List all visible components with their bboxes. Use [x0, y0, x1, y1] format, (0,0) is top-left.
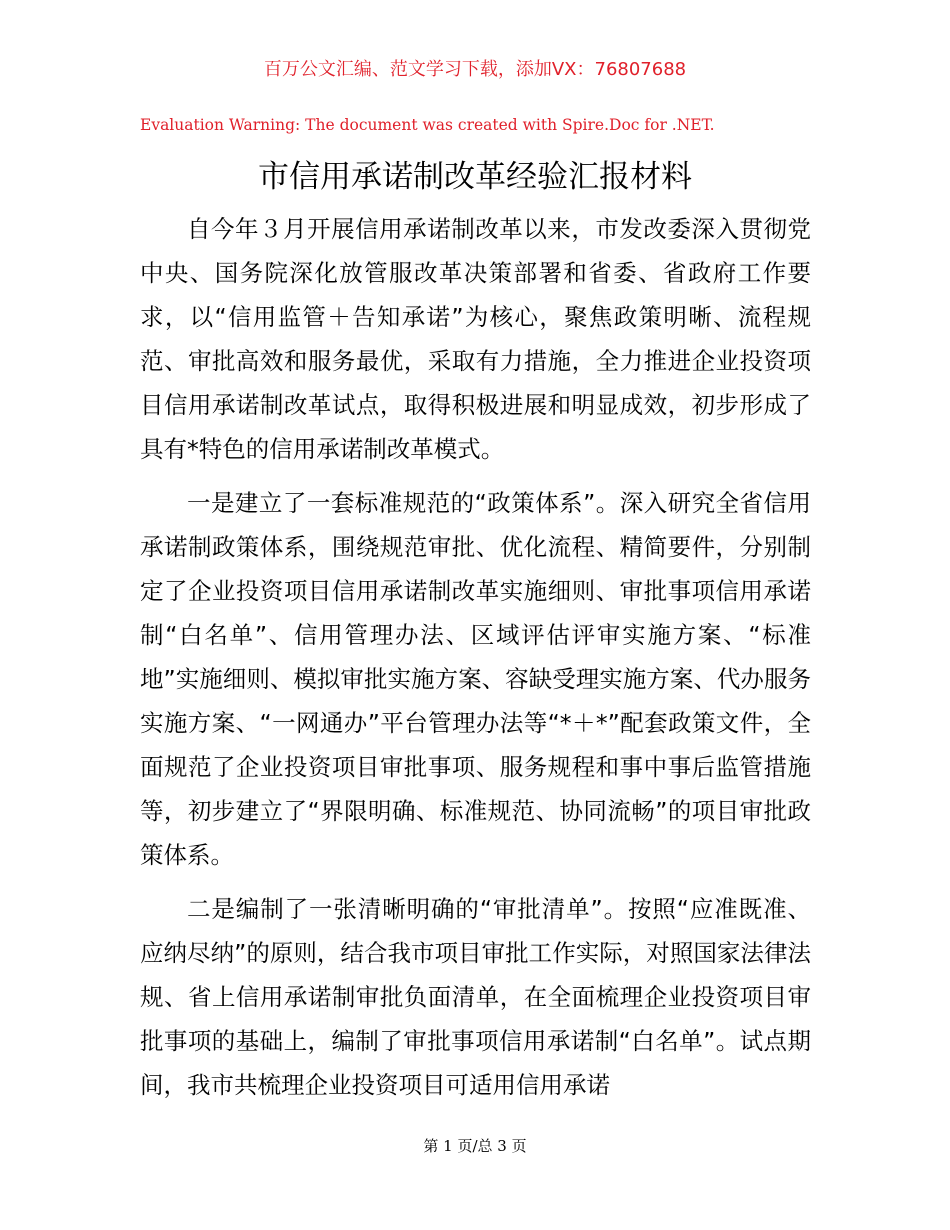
paragraph-policy-system: 一是建立了一套标准规范的“政策体系”。深入研究全省信用承诺制政策体系，围绕规范审批、优化流程、精简要件，分别制定了企业投资项目信用承诺制改革实施细则、审批事项信用承诺制“白名单”、信用管理办法、区域评估评审实施方案、“标准地”实施细则、模拟审批实施方案、容缺受理实施方案、代办服务实施方案、“一网通办”平台管理办法等“*＋*”配套政策文件，全面规范了企业投资项目审批事项、服务规程和事中事后监管措施等，初步建立了“界限明确、标准规范、协同流畅”的项目审批政策体系。: [140, 489, 811, 869]
evaluation-warning: Evaluation Warning: The document was created with Spire.Doc for .NET.: [140, 116, 715, 134]
document-body: [140, 207, 811, 1107]
document-title: 市信用承诺制改革经验汇报材料: [258, 159, 692, 195]
page-number-footer: 第 1 页/总 3 页: [423, 1137, 527, 1155]
paragraph-intro: 自今年３月开展信用承诺制改革以来，市发改委深入贯彻党中央、国务院深化放管服改革决策部署和省委、省政府工作要求，以“信用监管＋告知承诺”为核心，聚焦政策明晰、流程规范、审批高效和服务最优，采取有力措施，全力推进企业投资项目信用承诺制改革试点，取得积极进展和明显成效，初步形成了具有*特色的信用承诺制改革模式。: [140, 215, 811, 463]
paragraph-approval-list: 二是编制了一张清晰明确的“审批清单”。按照“应准既准、应纳尽纳”的原则，结合我市项目审批工作实际，对照国家法律法规、省上信用承诺制审批负面清单，在全面梳理企业投资项目审批事项的基础上，编制了审批事项信用承诺制“白名单”。试点期间，我市共梳理企业投资项目可适用信用承诺: [140, 895, 811, 1099]
header-banner: 百万公文汇编、范文学习下载，添加VX：76807688: [263, 59, 687, 80]
